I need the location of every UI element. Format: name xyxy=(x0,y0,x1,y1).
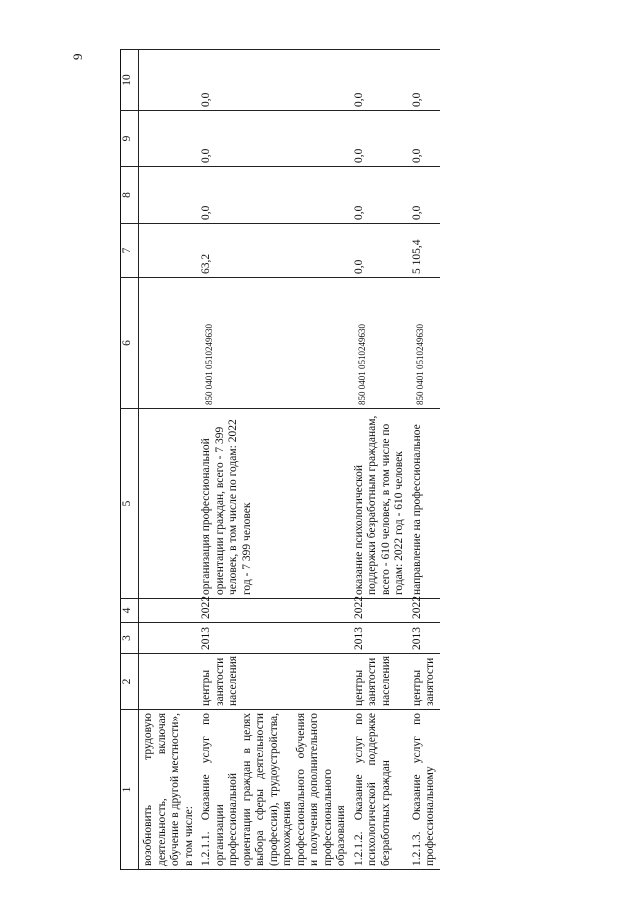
start-year: 2013 xyxy=(351,623,409,654)
amount-col-9: 0,0 xyxy=(198,111,351,167)
header-col-9: 9 xyxy=(121,111,139,167)
budget-code: 850 0401 0510249630 xyxy=(409,278,440,409)
table-row xyxy=(351,50,409,870)
amount-col-7: 63,2 xyxy=(198,224,351,278)
header-col-1: 1 xyxy=(121,710,139,870)
activity-name: 1.2.1.1. Оказание услуг по организации профессиональной ориентации граждан в целях выбора сферы деятельности (профессии), трудоустройства, прохождения профессионального обучения и получения дополнительного профессионального образования xyxy=(198,710,351,870)
start-year: 2013 xyxy=(409,623,440,654)
activity-name: 1.2.1.2. Оказание услуг по психологической поддержке безработных граждан xyxy=(351,710,409,870)
executor: центры занятости населения xyxy=(198,654,351,710)
table-row xyxy=(198,50,351,870)
header-col-6: 6 xyxy=(121,278,139,409)
rotated-table-container xyxy=(120,50,528,870)
executor: центры занятости населения xyxy=(351,654,409,710)
end-year: 2022 xyxy=(351,599,409,623)
amount-col-10: 0,0 xyxy=(198,50,351,111)
header-col-10: 10 xyxy=(121,50,139,111)
executor: центры занятости xyxy=(409,654,440,710)
start-year: 2013 xyxy=(198,623,351,654)
amount-col-10: 0,0 xyxy=(409,50,440,111)
expected-result: организация профессиональной ориентации граждан, всего - 7 399 человек, в том числе по годам: 2022 год - 7 399 человек xyxy=(198,409,351,599)
budget-code: 850 0401 0510249630 xyxy=(351,278,409,409)
table-row-continuation xyxy=(139,50,199,870)
page-number: 9 xyxy=(70,53,85,60)
end-year: 2022 xyxy=(409,599,440,623)
end-year: 2022 xyxy=(198,599,351,623)
header-col-8: 8 xyxy=(121,167,139,224)
header-col-3: 3 xyxy=(121,623,139,654)
header-col-2: 2 xyxy=(121,654,139,710)
budget-code: 850 0401 0510249630 xyxy=(198,278,351,409)
amount-col-9: 0,0 xyxy=(409,111,440,167)
program-activities-table xyxy=(120,49,440,870)
header-col-7: 7 xyxy=(121,224,139,278)
expected-result: оказание психологической поддержки безработным гражданам, всего - 610 человек, в том числе по годам: 2022 год - 610 человек xyxy=(351,409,409,599)
header-col-5: 5 xyxy=(121,409,139,599)
amount-col-10: 0,0 xyxy=(351,50,409,111)
expected-result: направление на профессиональное xyxy=(409,409,440,599)
header-col-4: 4 xyxy=(121,599,139,623)
activity-name: 1.2.1.3. Оказание услуг по профессиональному xyxy=(409,710,440,870)
header-row xyxy=(121,50,139,870)
amount-col-8: 0,0 xyxy=(409,167,440,224)
continuation-text: возобновить трудовую деятельность, включая обучение в другой местности», в том числе: xyxy=(139,710,199,870)
table-row xyxy=(409,50,440,870)
amount-col-8: 0,0 xyxy=(198,167,351,224)
amount-col-7: 0,0 xyxy=(351,224,409,278)
amount-col-7: 5 105,4 xyxy=(409,224,440,278)
amount-col-8: 0,0 xyxy=(351,167,409,224)
amount-col-9: 0,0 xyxy=(351,111,409,167)
